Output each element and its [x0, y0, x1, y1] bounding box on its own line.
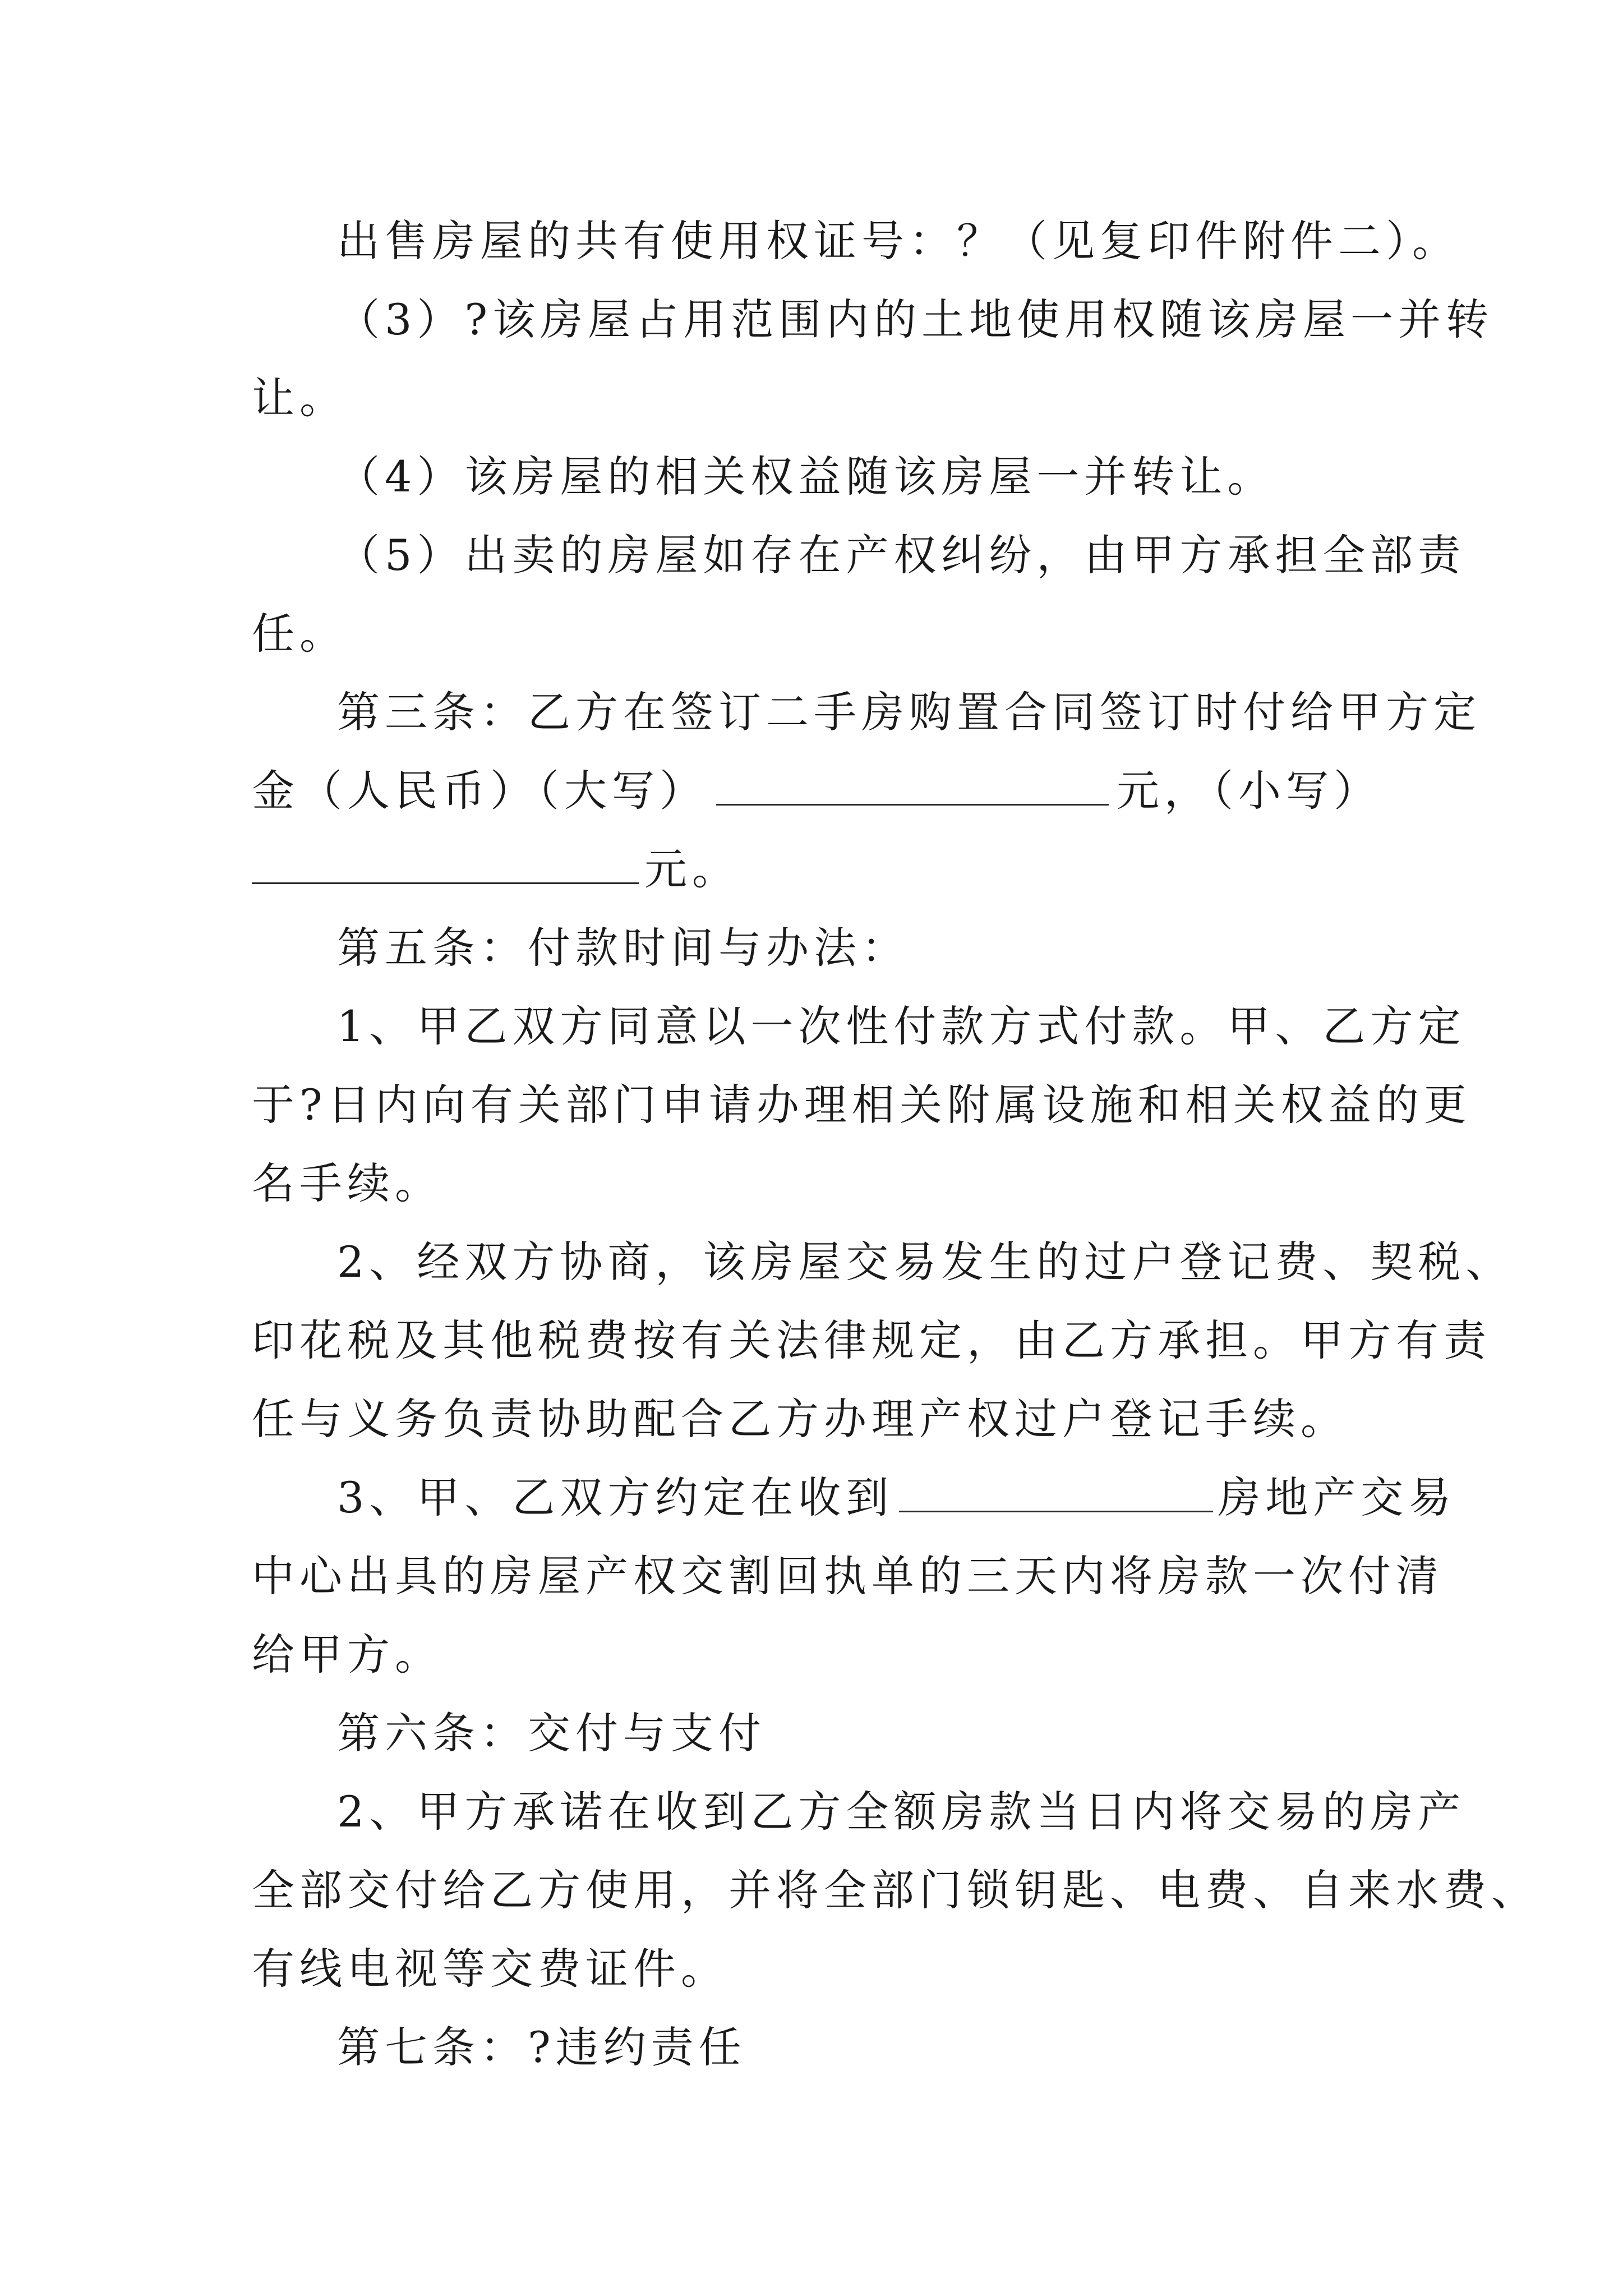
paragraph-line	[252, 202, 1460, 280]
deposit-small-unit: 元。	[644, 844, 740, 894]
deposit-lowercase-blank	[252, 871, 639, 884]
line-text: （5）出卖的房屋如存在产权纠纷，由甲方承担全部责	[337, 530, 1466, 580]
paragraph-line	[252, 280, 1494, 359]
line-text: 给甲方。	[252, 1630, 442, 1680]
paragraph-line	[252, 1537, 1444, 1616]
paragraph-line	[252, 516, 1466, 595]
paragraph-line	[252, 1144, 1379, 1223]
line-text: 让。	[252, 373, 347, 423]
line-text: 第七条：?违约责任	[337, 2022, 746, 2072]
paragraph-line	[252, 1930, 1379, 2008]
line-text: 有线电视等交费证件。	[252, 1944, 728, 1994]
receive-line	[252, 1458, 1456, 1537]
paragraph-line	[252, 1066, 1472, 1144]
line-text: 印花税及其他税费按有关法律规定，由乙方承担。甲方有责	[252, 1315, 1491, 1365]
receive-label: 3、甲、乙双方约定在收到	[337, 1473, 894, 1522]
line-text: 任。	[252, 609, 347, 659]
deposit-label: 金（人民币）（大写）	[252, 766, 707, 816]
deposit-amount-line	[252, 752, 1379, 830]
paragraph-line	[252, 1851, 1539, 1930]
line-text: 全部交付给乙方使用，并将全部门锁钥匙、电费、自来水费、	[252, 1865, 1539, 1915]
line-text: 名手续。	[252, 1158, 442, 1208]
line-text: 1、甲乙双方同意以一次性付款方式付款。甲、乙方定	[337, 1001, 1466, 1051]
line-text: （3）?该房屋占用范围内的土地使用权随该房屋一并转	[337, 295, 1494, 344]
paragraph-line	[252, 673, 1481, 752]
deposit-unit-label: 元，（小写）	[1117, 766, 1381, 816]
deposit-uppercase-blank	[716, 793, 1109, 806]
line-text: 2、甲方承诺在收到乙方全额房款当日内将交易的房产	[337, 1787, 1466, 1837]
deposit-small-line	[252, 830, 1379, 909]
line-text: 任与义务负责协助配合乙方办理产权过户登记手续。	[252, 1394, 1348, 1444]
paragraph-line	[252, 1301, 1491, 1380]
paragraph-line	[252, 438, 1379, 516]
receive-suffix: 房地产交易	[1218, 1473, 1456, 1522]
line-text: 于?日内向有关部门申请办理相关附属设施和相关权益的更	[252, 1080, 1472, 1130]
paragraph-line	[252, 1380, 1379, 1458]
line-text: 第六条：交付与支付	[337, 1708, 766, 1758]
paragraph-line	[252, 909, 1379, 987]
paragraph-line	[252, 987, 1466, 1066]
line-text: 第五条：付款时间与办法：	[337, 923, 909, 973]
paragraph-line	[252, 595, 1379, 673]
paragraph-line	[252, 1773, 1466, 1851]
receive-blank	[899, 1499, 1213, 1512]
paragraph-line	[252, 1223, 1514, 1301]
paragraph-line	[252, 2008, 1379, 2087]
line-text: 第三条：乙方在签订二手房购置合同签订时付给甲方定	[337, 687, 1481, 737]
line-text: （4）该房屋的相关权益随该房屋一并转让。	[337, 452, 1275, 501]
line-text: 2、经双方协商，该房屋交易发生的过户登记费、契税、	[337, 1237, 1514, 1287]
line-text: 中心出具的房屋产权交割回执单的三天内将房款一次付清	[252, 1551, 1444, 1601]
paragraph-line	[252, 359, 1379, 438]
paragraph-line	[252, 1616, 1379, 1694]
paragraph-line	[252, 1694, 1379, 1773]
document-body	[252, 202, 1539, 2087]
line-text: 出售房屋的共有使用权证号：？（见复印件附件二）。	[337, 216, 1460, 266]
